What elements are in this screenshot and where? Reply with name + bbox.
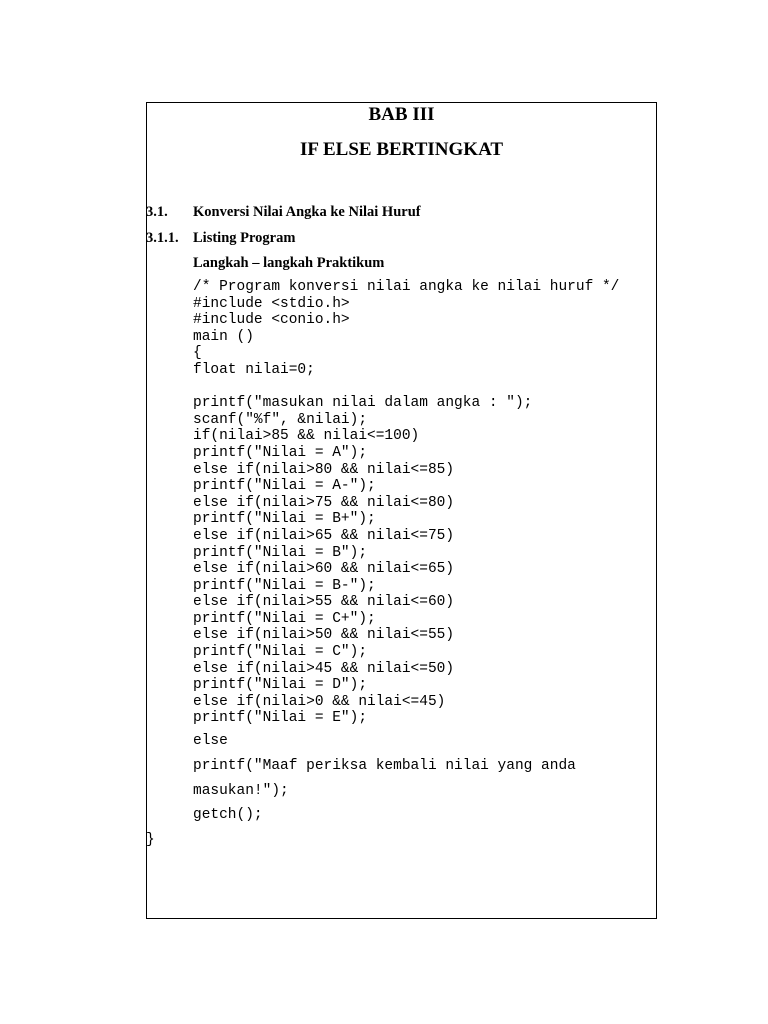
code-closing-brace: } [146, 832, 155, 848]
section-number: 3.1. [146, 204, 168, 220]
code-else-line: else [193, 733, 228, 749]
subsection-number: 3.1.1. [146, 230, 179, 246]
code-getch-line: getch(); [193, 807, 263, 823]
code-printf-line: printf("Maaf periksa kembali nilai yang anda [193, 758, 576, 774]
subsection-title: Listing Program [193, 230, 296, 246]
chapter-title: IF ELSE BERTINGKAT [299, 139, 504, 160]
section-title: Konversi Nilai Angka ke Nilai Huruf [193, 204, 421, 220]
code-listing: /* Program konversi nilai angka ke nilai huruf */ #include <stdio.h> #include <conio.h> main () { float nilai=0; printf("masukan nilai dalam angka : "); scanf("%f", &nilai); if(nilai>85 && nilai<=100) printf("Nilai = A"); else if(nilai>80 && nilai<=85) printf("Nilai = A-"); else if(nilai>75 && nilai<=80) printf("Nilai = B+"); else if(nilai>65 && nilai<=75) printf("Nilai = B"); else if(nilai>60 && nilai<=65) printf("Nilai = B-"); else if(nilai>55 && nilai<=60) printf("Nilai = C+"); else if(nilai>50 && nilai<=55) printf("Nilai = C"); else if(nilai>45 && nilai<=50) printf("Nilai = D"); else if(nilai>0 && nilai<=45) printf("Nilai = E"); [193, 279, 620, 727]
steps-heading: Langkah – langkah Praktikum [193, 255, 385, 271]
code-printf-continuation: masukan!"); [193, 783, 289, 799]
chapter-label: BAB III [368, 104, 435, 125]
